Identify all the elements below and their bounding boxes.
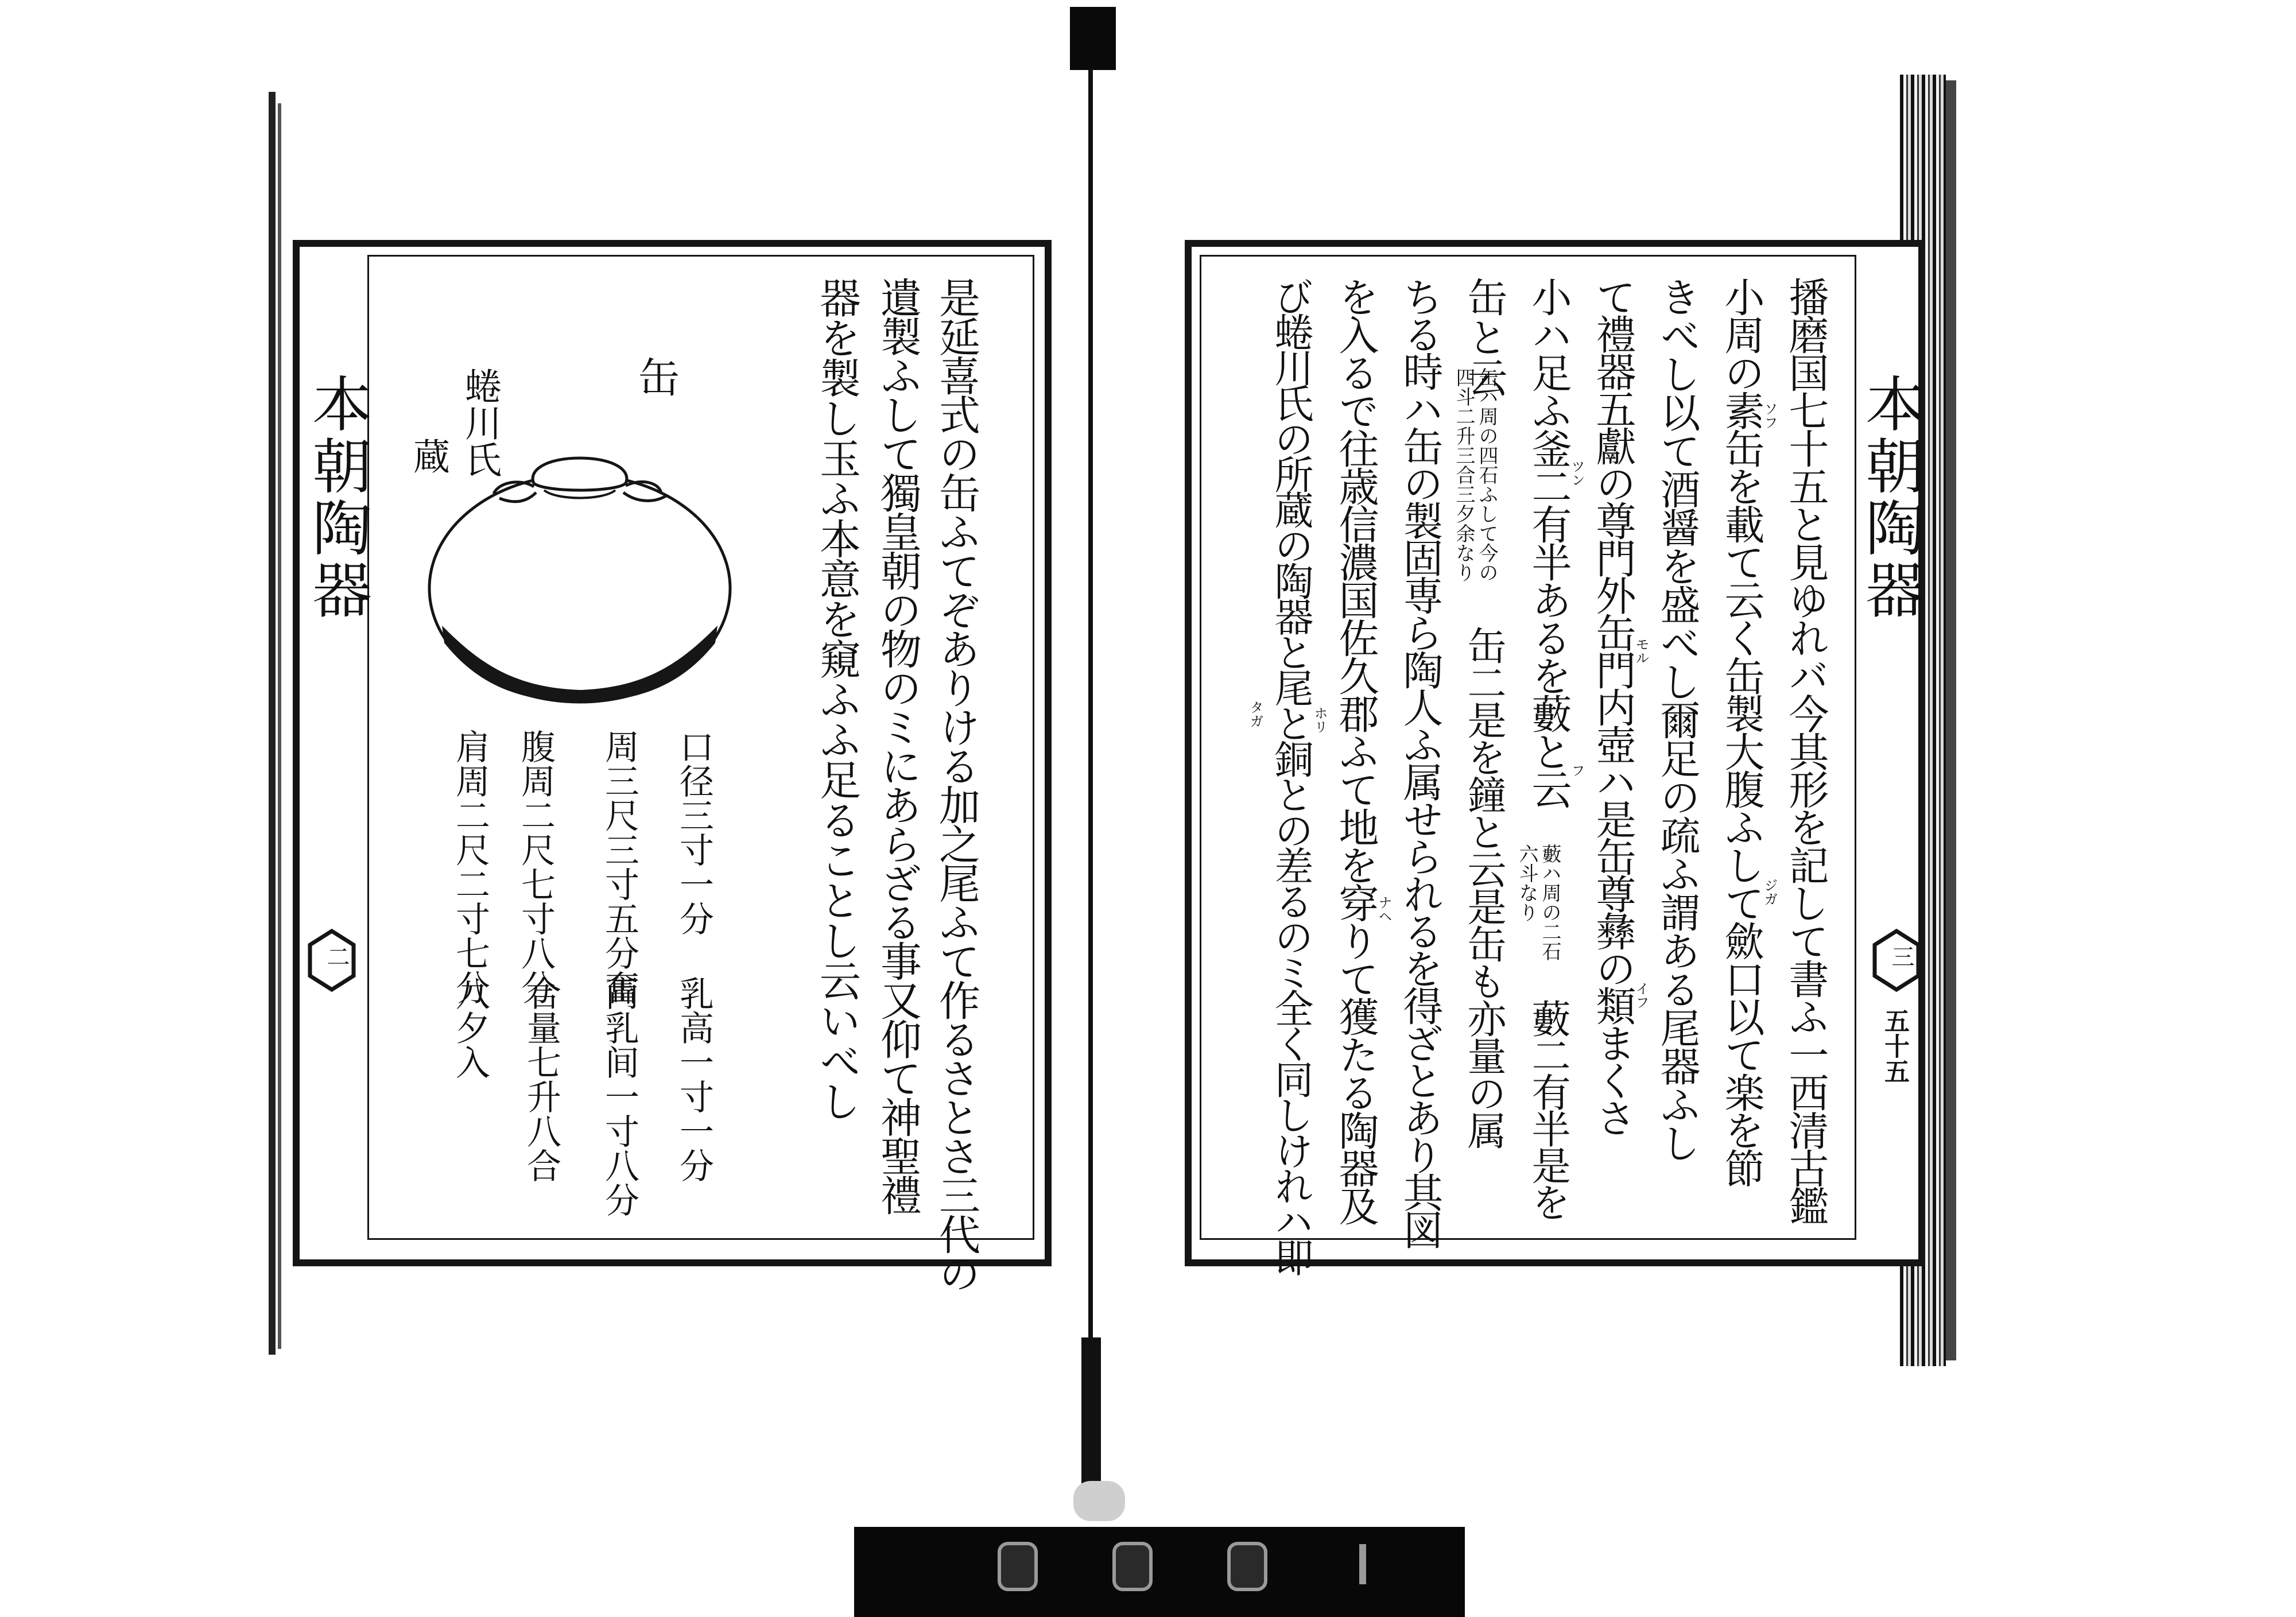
measurement-col2-1: 乳高一寸一分 — [674, 976, 714, 1182]
furigana-4: モル — [1633, 637, 1649, 665]
right-folio-mark: 三 — [1888, 945, 1914, 968]
furigana-8: ホリ — [1312, 706, 1328, 734]
note-a-line-2: 四斗二升三合三夕余なり — [1452, 367, 1475, 582]
right-body-line-5: 小ハ足ふ釜二有半あるを藪と云 — [1525, 277, 1572, 807]
right-page-edge-shadow — [1946, 80, 1956, 1360]
right-body-line-9: び蜷川氏の所蔵の陶器と尾と銅との差るのミ全く同しけれハ即 — [1268, 277, 1313, 1273]
right-running-title: 本朝陶器 — [1855, 373, 1925, 621]
right-body-line-6: 缶と云 — [1461, 277, 1508, 397]
measurement-col1-4: 肩周二尺二寸七分 — [450, 729, 490, 1005]
covered-jar-illustration-icon — [413, 453, 746, 718]
furigana-5: イフ — [1633, 982, 1649, 1009]
note-b-line-2: 六斗なり — [1515, 844, 1538, 922]
furigana-9: タガ — [1247, 700, 1263, 728]
scanner-mark-4 — [1359, 1544, 1366, 1584]
note-a-line-1: 缶ハ周の四石ふして今の — [1475, 367, 1498, 582]
furigana-6: フ — [1569, 763, 1585, 777]
measurement-col2-4: 八夕入 — [450, 976, 490, 1079]
furigana-3: ツン — [1569, 459, 1585, 487]
book-gutter — [1088, 69, 1093, 1475]
left-body-line-3: 器を製し玉ふ本意を窺ふふ足ることし云いべし — [813, 277, 861, 1120]
measurement-col1-3: 腹周二尺七寸八分 — [515, 729, 556, 1005]
furigana-7: ナヘ — [1376, 895, 1392, 923]
binding-clip — [1070, 7, 1116, 70]
right-body-line-6-tail: 缶二是を鐘と云是缶も亦量の属 — [1461, 626, 1506, 1148]
gutter-shadow — [1081, 1337, 1101, 1492]
page-number: 五十五 — [1880, 1008, 1909, 1084]
gutter-smudge — [1073, 1481, 1125, 1521]
measurement-col2-3: 合量七升八合 — [521, 976, 561, 1182]
scanner-mark-1 — [998, 1542, 1038, 1591]
right-body-line-2: 小周の素缶を載て云く缶製大腹ふして歛口以て楽を節 — [1718, 277, 1765, 1186]
right-body-line-1: 播磨国七十五と見ゆれバ今其形を記して書ふ一西清古鑑 — [1782, 277, 1829, 1224]
scanner-mark-3 — [1227, 1542, 1267, 1591]
left-body-line-2: 遺製ふして獨皇朝の物のミにあらざる事又仰て神聖禮 — [874, 277, 922, 1213]
scanner-bar — [854, 1527, 1465, 1617]
furigana-1: ソフ — [1762, 402, 1778, 429]
caption-title: 缶 — [631, 356, 680, 397]
left-running-title: 本朝陶器 — [302, 373, 372, 621]
collection-note-2: 蔵 — [407, 437, 449, 474]
note-b-line-1: 藪ハ周の二石 — [1538, 844, 1561, 961]
measurement-col1-1: 口径三寸一分 — [674, 729, 714, 936]
left-folio-mark: 二 — [323, 945, 350, 968]
measurement-col1-2: 周三尺三寸五分奮 — [599, 729, 639, 1005]
right-body-line-5-tail: 藪二有半是を — [1525, 999, 1570, 1219]
right-body-line-7: ちる時ハ缶の製固専ら陶人ふ属せられるを得ざとあり其図 — [1397, 277, 1444, 1247]
left-body-line-1: 是延喜式の缶ふてぞありける加之尾ふて作るさとさ三代の — [932, 277, 980, 1292]
scanner-mark-2 — [1112, 1542, 1153, 1591]
collection-note-1: 蜷川氏 — [459, 367, 501, 478]
right-body-line-8: を入るで往歳信濃国佐久郡ふて地を穿りて獲たる陶器及 — [1332, 277, 1379, 1224]
furigana-2: ジガ — [1762, 878, 1778, 906]
measurement-col2-2: 両乳间一寸八分 — [599, 976, 639, 1217]
right-body-line-3: きべし以て酒醤を盛べし爾足の疏ふ謂ある尾器ふし — [1654, 277, 1701, 1161]
left-page-edge — [269, 92, 276, 1355]
left-page-edge-shadow — [278, 103, 281, 1349]
right-body-line-4: て禮器五獻の尊門外缶門内壺ハ是缶尊彝の類まくさ — [1589, 277, 1636, 1135]
